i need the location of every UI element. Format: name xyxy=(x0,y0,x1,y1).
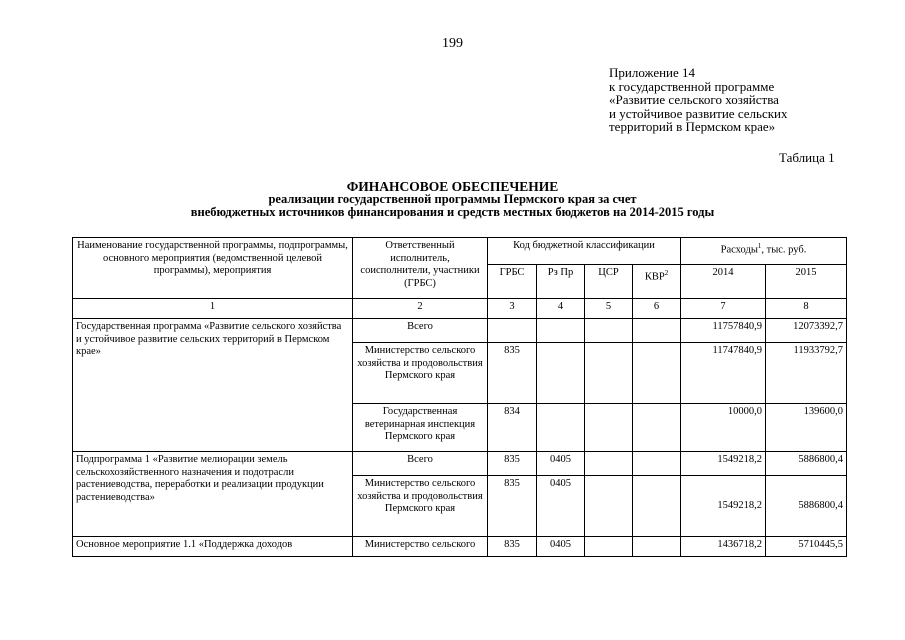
title-line-2: реализации государственной программы Пермского края за счет xyxy=(268,192,637,206)
grbs-cell: 835 xyxy=(488,452,537,476)
header-grbs: ГРБС xyxy=(488,265,537,299)
program-name: Государственная программа «Развитие сельского хозяйства и устойчивое развитие сельских территорий в Пермском крае» xyxy=(73,319,353,452)
expense-2015-cell: 5886800,4 xyxy=(766,452,847,476)
column-number: 3 xyxy=(488,299,537,319)
table-row xyxy=(73,452,847,476)
csr-cell xyxy=(585,343,633,404)
table-row xyxy=(73,537,847,557)
expense-2015-cell: 5710445,5 xyxy=(766,537,847,557)
column-number: 1 xyxy=(73,299,353,319)
executor-cell: Министерство сельского хозяйства и продовольствия Пермского края xyxy=(353,476,488,537)
expense-2015-cell: 12073392,7 xyxy=(766,319,847,343)
column-number: 2 xyxy=(353,299,488,319)
header-expenses-footnote: 1 xyxy=(757,242,762,250)
column-number: 7 xyxy=(681,299,766,319)
header-csr: ЦСР xyxy=(585,265,633,299)
expense-2014-cell: 1549218,2 xyxy=(681,476,766,537)
header-expenses-unit: , тыс. руб. xyxy=(761,244,807,256)
appendix-line: и устойчивое развитие сельских xyxy=(609,105,788,121)
rzpr-cell xyxy=(537,404,585,452)
executor-cell: Всего xyxy=(353,452,488,476)
rzpr-cell xyxy=(537,319,585,343)
executor-cell: Всего xyxy=(353,319,488,343)
header-executor: Ответственный исполнитель, соисполнители, участники (ГРБС) xyxy=(353,238,488,299)
appendix-line: «Развитие сельского хозяйства xyxy=(609,92,779,107)
kvr-cell xyxy=(633,452,681,476)
csr-cell xyxy=(585,537,633,557)
rzpr-cell: 0405 xyxy=(537,476,585,537)
appendix-line: территорий в Пермском крае» xyxy=(609,119,776,134)
rzpr-cell: 0405 xyxy=(537,537,585,557)
expense-2014-cell: 1549218,2 xyxy=(681,452,766,476)
header-name: Наименование государственной программы, подпрограммы, основного мероприятия (ведомственной целевой программы), мероприятия xyxy=(73,238,353,299)
header-kvr xyxy=(633,265,681,299)
expense-2015-cell: 11933792,7 xyxy=(766,343,847,404)
column-number: 8 xyxy=(766,299,847,319)
grbs-cell: 834 xyxy=(488,404,537,452)
expense-2014-cell: 11747840,9 xyxy=(681,343,766,404)
header-row xyxy=(73,238,847,265)
column-number: 5 xyxy=(585,299,633,319)
executor-cell: Государственная ветеринарная инспекция Пермского края xyxy=(353,404,488,452)
kvr-cell xyxy=(633,319,681,343)
expense-2015-cell: 139600,0 xyxy=(766,404,847,452)
kvr-cell xyxy=(633,343,681,404)
table-label: Таблица 1 xyxy=(779,150,835,165)
csr-cell xyxy=(585,452,633,476)
grbs-cell: 835 xyxy=(488,537,537,557)
expense-2014-cell: 10000,0 xyxy=(681,404,766,452)
kvr-cell xyxy=(633,537,681,557)
header-rzpr: Рз Пр xyxy=(537,265,585,299)
grbs-cell: 835 xyxy=(488,476,537,537)
financing-table xyxy=(72,237,847,557)
header-expenses-label: Расходы xyxy=(720,244,758,256)
kvr-cell xyxy=(633,404,681,452)
subprogram-name: Подпрограмма 1 «Развитие мелиорации земель сельскохозяйственного назначения и подотрасли растениеводства, переработки и реализации продукции растениеводства» xyxy=(73,452,353,537)
executor-cell: Министерство сельского хозяйства и продовольствия Пермского края xyxy=(353,343,488,404)
column-number: 4 xyxy=(537,299,585,319)
page-number: 199 xyxy=(442,36,463,51)
appendix-line: к государственной программе xyxy=(609,78,775,94)
header-expenses xyxy=(681,238,847,265)
column-number: 6 xyxy=(633,299,681,319)
csr-cell xyxy=(585,476,633,537)
header-kvr-footnote: 2 xyxy=(664,269,669,277)
appendix-line: Приложение 14 xyxy=(609,65,696,80)
title-line-3: внебюджетных источников финансирования и средств местных бюджетов на 2014-2015 годы xyxy=(190,205,715,219)
rzpr-cell: 0405 xyxy=(537,452,585,476)
header-year-2015: 2015 xyxy=(766,265,847,299)
header-kvr-label: КВР xyxy=(644,271,665,283)
table-row xyxy=(73,319,847,343)
grbs-cell: 835 xyxy=(488,343,537,404)
expense-2015-cell: 5886800,4 xyxy=(766,476,847,537)
appendix-note xyxy=(609,66,787,134)
executor-cell: Министерство сельского xyxy=(353,537,488,557)
expense-2014-cell: 1436718,2 xyxy=(681,537,766,557)
header-year-2014: 2014 xyxy=(681,265,766,299)
header-budget-code: Код бюджетной классификации xyxy=(488,238,681,265)
csr-cell xyxy=(585,404,633,452)
measure-name: Основное мероприятие 1.1 «Поддержка доходов xyxy=(73,537,353,557)
rzpr-cell xyxy=(537,343,585,404)
title-line-1: ФИНАНСОВОЕ ОБЕСПЕЧЕНИЕ xyxy=(346,179,559,194)
kvr-cell xyxy=(633,476,681,537)
grbs-cell xyxy=(488,319,537,343)
expense-2014-cell: 11757840,9 xyxy=(681,319,766,343)
document-title xyxy=(0,180,905,219)
csr-cell xyxy=(585,319,633,343)
column-number-row xyxy=(73,299,847,319)
